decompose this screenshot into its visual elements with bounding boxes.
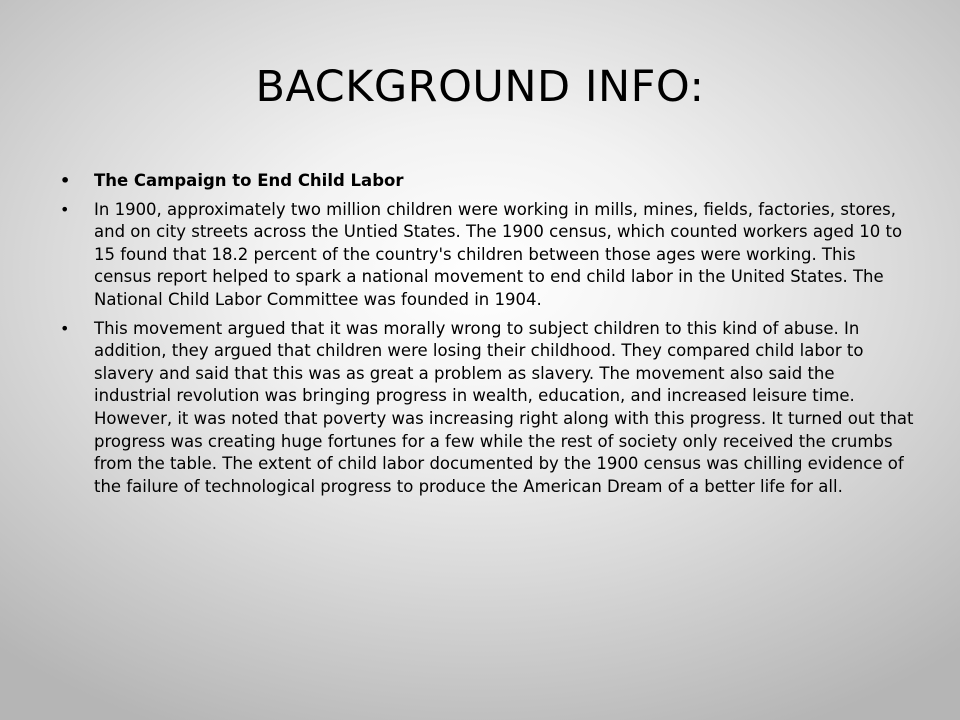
bullet-dot-icon: • [60, 199, 70, 219]
bullet-item-census [56, 199, 916, 312]
bullet-dot-icon: • [60, 318, 70, 338]
slide-title: BACKGROUND INFO: [255, 62, 705, 112]
bullet-text: This movement argued that it was morally wrong to subject children to this kind of abuse. In addition, they argued that children were losing their childhood. They compared child labor to slavery and said that this was as great a problem as slavery. The movement also said the industrial revolution was bringing progress in wealth, education, and increased leisure time. However, it was noted that poverty was increasing right along with this progress. It turned out that progress was creating huge fortunes for a few while the rest of society only received the crumbs from the table. The extent of child labor documented by the 1900 census was chilling evidence of the failure of technological progress to produce the American Dream of a better life for all. [94, 318, 914, 496]
bullet-text: The Campaign to End Child Labor [94, 171, 404, 190]
bullet-text: In 1900, approximately two million children were working in mills, mines, fields, factories, stores, and on city streets across the Untied States. The 1900 census, which counted workers aged 10 to 15 found that 18.2 percent of the country's children between those ages were working. This census report helped to spark a national movement to end child labor in the United States. The National Child Labor Committee was founded in 1904. [94, 199, 903, 309]
bullet-item-movement [56, 318, 916, 499]
bullet-item-heading [56, 170, 916, 193]
bullet-list [56, 170, 916, 504]
bullet-dot-icon: • [60, 171, 71, 190]
